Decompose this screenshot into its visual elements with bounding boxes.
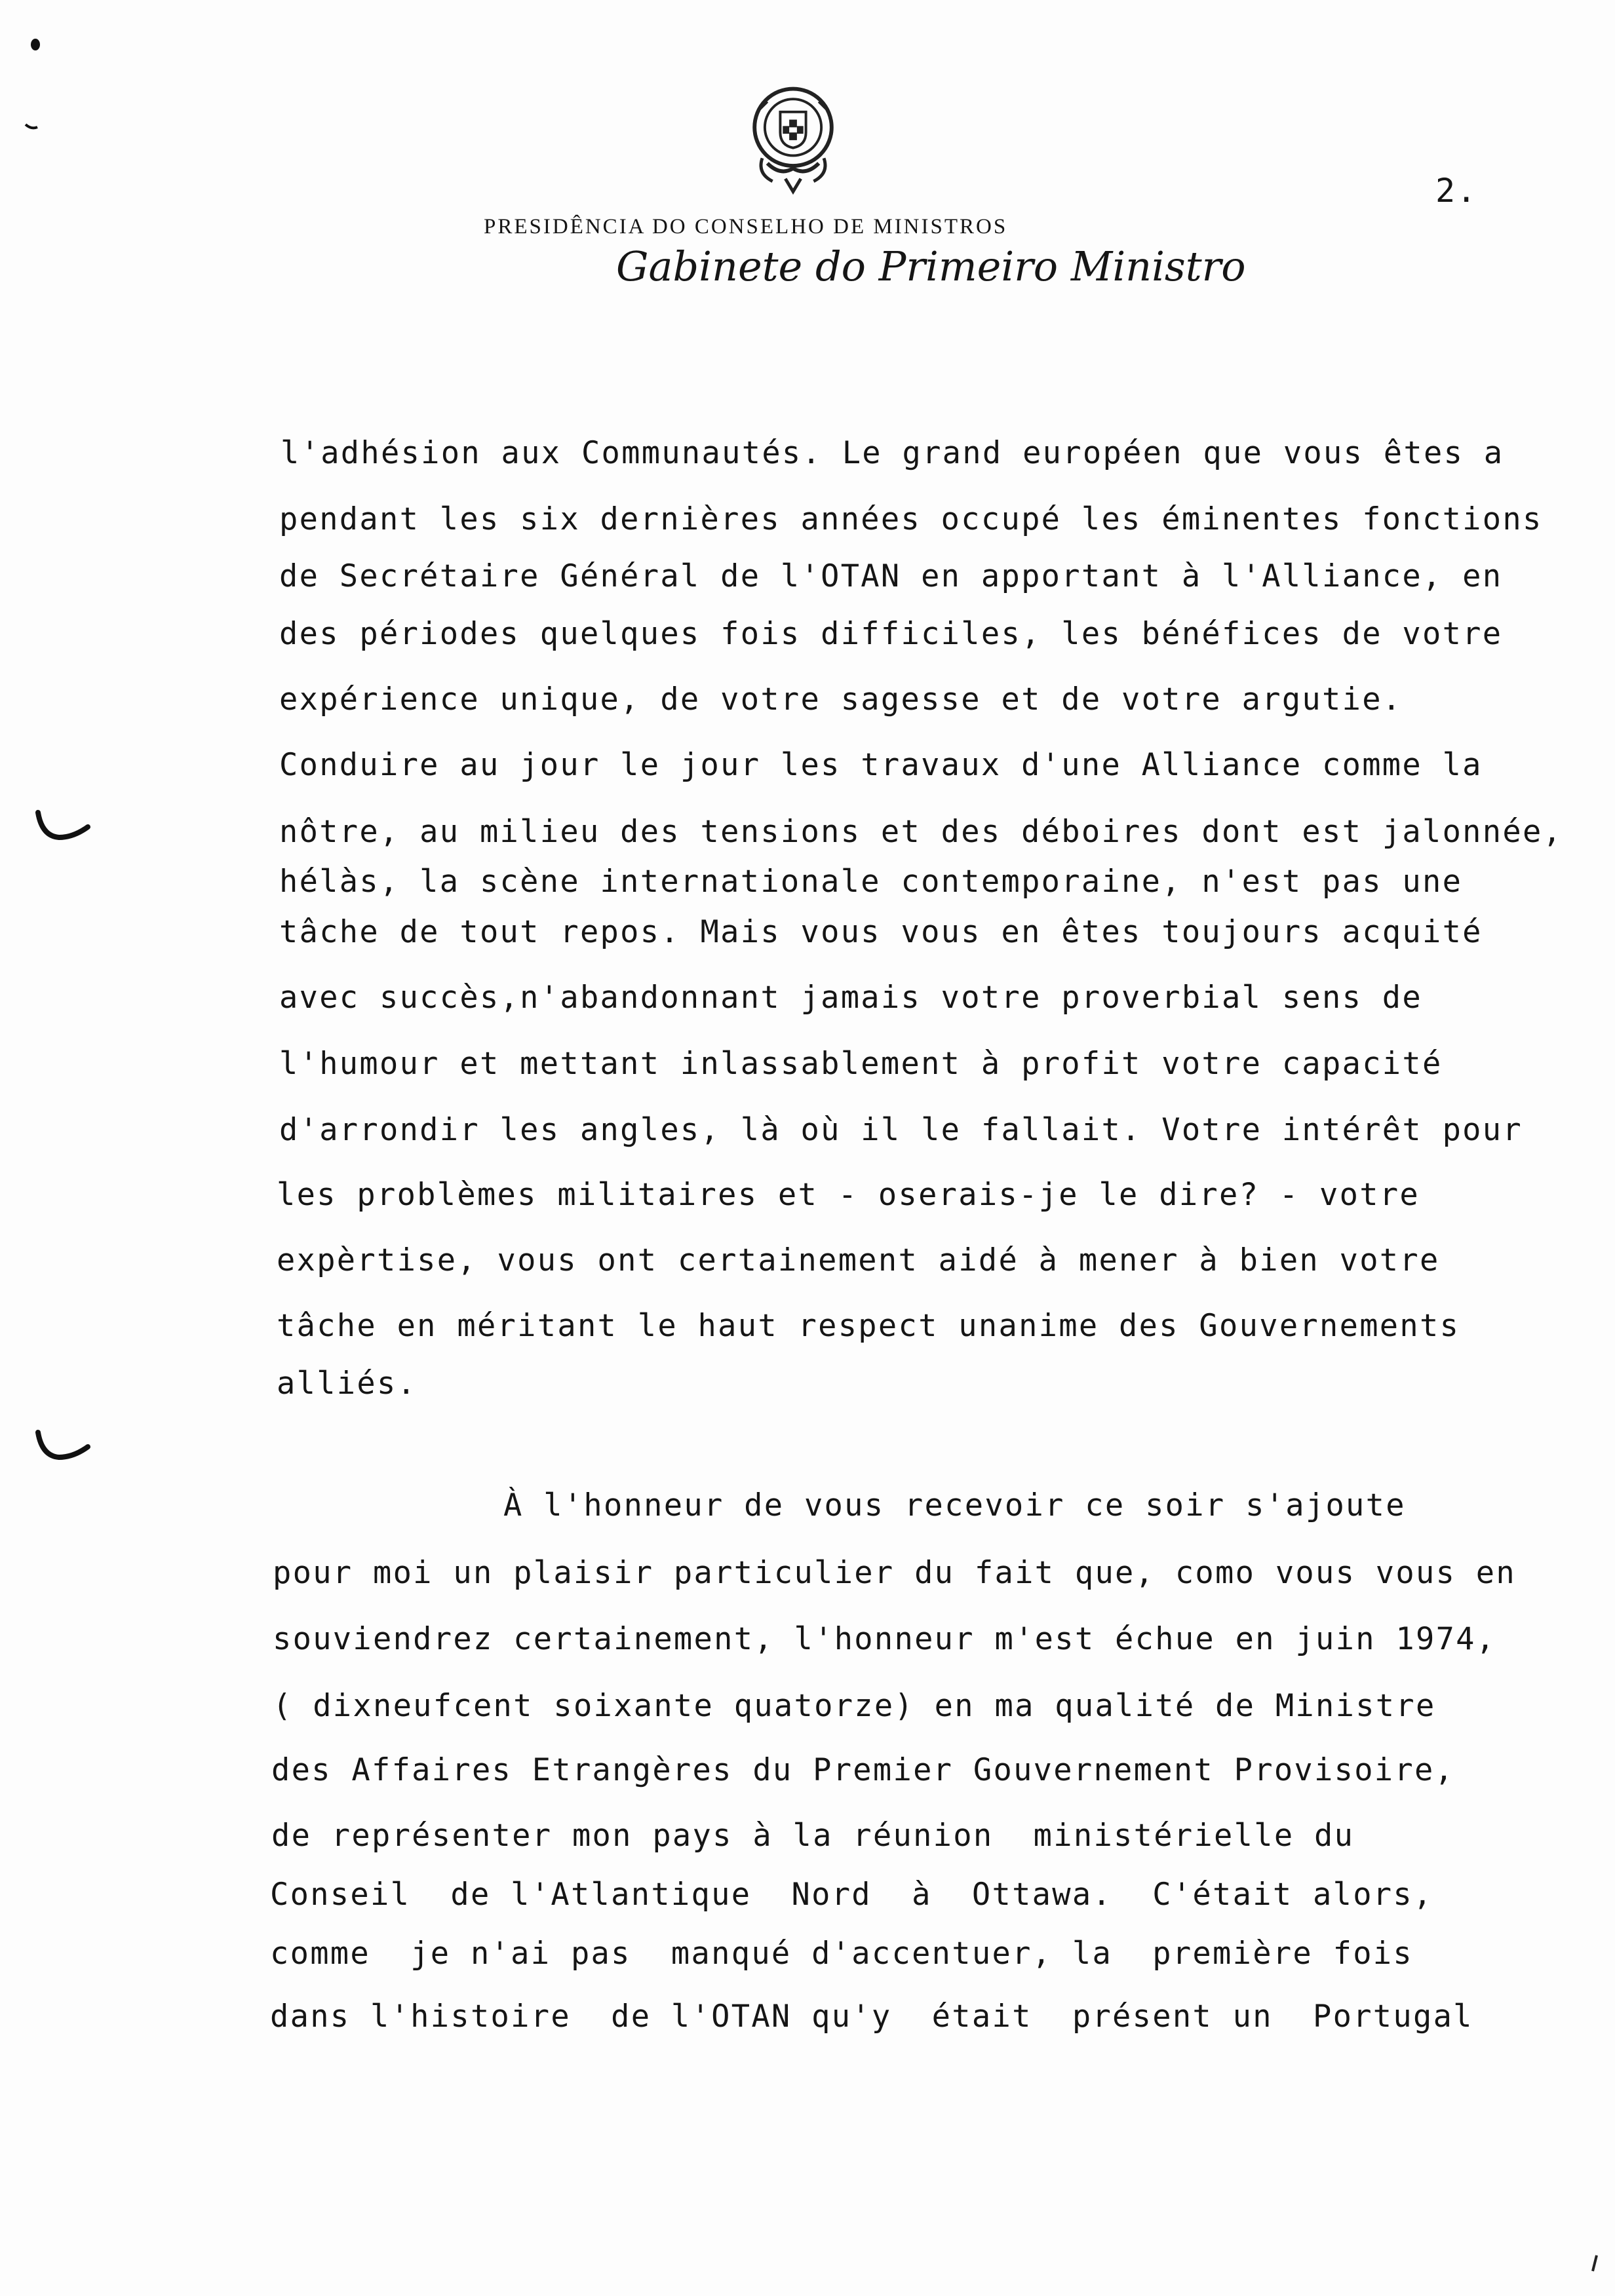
coat-of-arms-icon (729, 73, 857, 202)
text-line: d'arrondir les angles, là où il le fallait. Votre intérêt pour (279, 1112, 1523, 1148)
text-line: comme je n'ai pas manqué d'accentuer, la première fois (270, 1936, 1413, 1972)
text-line: de Secrétaire Général de l'OTAN en apportant à l'Alliance, en (279, 558, 1503, 594)
text-line: souviendrez certainement, l'honneur m'est échue en juin 1974, (273, 1621, 1496, 1657)
text-line: expérience unique, de votre sagesse et de votre argutie. (279, 681, 1403, 718)
text-line: tâche en méritant le haut respect unanime des Gouvernements (277, 1308, 1460, 1344)
speck-mark-icon (1589, 2254, 1602, 2274)
text-line: pour moi un plaisir particulier du fait que, como vous vous en (273, 1555, 1516, 1591)
speck-mark-icon (24, 122, 39, 131)
text-line: Conduire au jour le jour les travaux d'une Alliance comme la (279, 747, 1483, 783)
check-mark-icon (33, 807, 92, 847)
text-line: de représenter mon pays à la réunion ministérielle du (271, 1818, 1355, 1854)
office-name: PRESIDÊNCIA DO CONSELHO DE MINISTROS (484, 215, 1008, 239)
text-line: des périodes quelques fois difficiles, les bénéfices de votre (279, 616, 1503, 652)
text-line: nôtre, au milieu des tensions et des déboires dont est jalonnée, (279, 814, 1563, 850)
text-line: À l'honneur de vous recevoir ce soir s'ajoute (503, 1487, 1406, 1523)
text-line: Conseil de l'Atlantique Nord à Ottawa. C'était alors, (270, 1877, 1433, 1913)
page-number: 2. (1435, 172, 1478, 210)
check-mark-icon (33, 1427, 92, 1466)
text-line: tâche de tout repos. Mais vous vous en êtes toujours acquité (279, 914, 1483, 950)
cabinet-name: Gabinete do Primeiro Ministro (616, 242, 1246, 290)
text-line: les problèmes militaires et - oserais-je le dire? - votre (277, 1177, 1420, 1213)
text-line: dans l'histoire de l'OTAN qu'y était présent un Portugal (270, 1999, 1473, 2035)
text-line: l'humour et mettant inlassablement à profit votre capacité (279, 1046, 1443, 1082)
text-line: alliés. (277, 1366, 418, 1402)
text-line: des Affaires Etrangères du Premier Gouvernement Provisoire, (271, 1752, 1455, 1788)
text-line: l'adhésion aux Communautés. Le grand européen que vous êtes a (281, 435, 1504, 471)
text-line: expèrtise, vous ont certainement aidé à mener à bien votre (277, 1242, 1440, 1278)
text-line: pendant les six dernières années occupé les éminentes fonctions (279, 501, 1543, 537)
text-line: hélàs, la scène internationale contemporaine, n'est pas une (279, 864, 1463, 900)
speck-mark-icon (29, 37, 42, 52)
text-line: avec succès,n'abandonnant jamais votre proverbial sens de (279, 980, 1422, 1016)
text-line: ( dixneufcent soixante quatorze) en ma qualité de Ministre (273, 1688, 1436, 1724)
